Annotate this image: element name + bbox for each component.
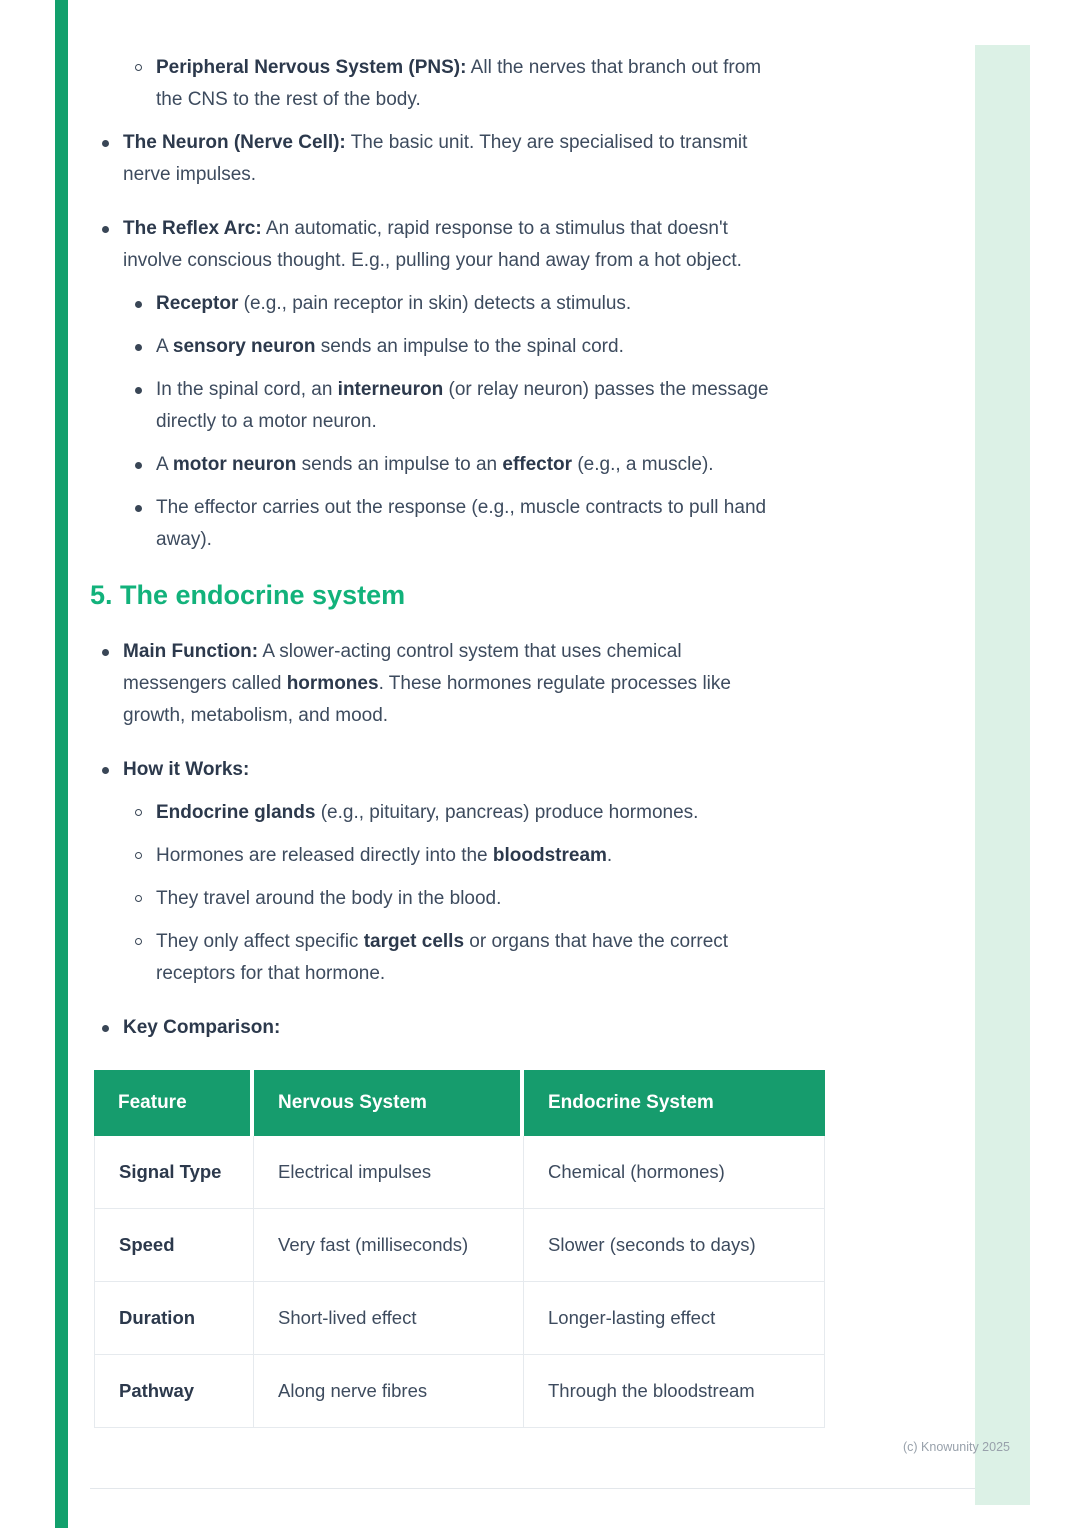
table-cell: Short-lived effect bbox=[254, 1282, 524, 1355]
list-item-target-cells bbox=[135, 926, 784, 990]
list-item-sensory-neuron bbox=[135, 331, 784, 363]
bullet-disc-icon bbox=[135, 387, 142, 394]
bullet-disc-icon bbox=[102, 1025, 109, 1032]
list-item-bloodstream bbox=[135, 840, 784, 872]
left-accent-bar bbox=[55, 0, 68, 1528]
document-content bbox=[90, 52, 784, 1428]
list-item-travel-blood bbox=[135, 883, 784, 915]
table-cell: Slower (seconds to days) bbox=[524, 1209, 825, 1282]
list-item-text: Peripheral Nervous System (PNS): All the nerves that branch out from the CNS to the rest of the body. bbox=[156, 57, 762, 110]
table-header-row bbox=[94, 1070, 825, 1136]
table-cell: Along nerve fibres bbox=[254, 1355, 524, 1428]
table-cell-feature: Duration bbox=[94, 1282, 254, 1355]
bullet-disc-icon bbox=[102, 140, 109, 147]
list-item-text: Main Function: A slower-acting control system that uses chemical messengers called hormones. These hormones regulate processes like growth, metabolism, and mood. bbox=[123, 641, 731, 726]
list-item-text: A motor neuron sends an impulse to an effector (e.g., a muscle). bbox=[156, 454, 714, 475]
table-cell: Through the bloodstream bbox=[524, 1355, 825, 1428]
bullet-circle-icon bbox=[135, 938, 142, 945]
list-item-text: A sensory neuron sends an impulse to the spinal cord. bbox=[156, 336, 624, 357]
section-heading-endocrine: 5. The endocrine system bbox=[90, 580, 406, 610]
list-item-key-comparison bbox=[102, 1012, 784, 1044]
list-item-receptor bbox=[135, 288, 784, 320]
footer-credit: (c) Knowunity 2025 bbox=[902, 1440, 1010, 1454]
list-item-text: How it Works: bbox=[123, 759, 250, 780]
table-cell: Electrical impulses bbox=[254, 1136, 524, 1209]
list-item-how-it-works bbox=[102, 754, 784, 786]
reflex-steps-list bbox=[90, 288, 784, 556]
table-cell-feature: Signal Type bbox=[94, 1136, 254, 1209]
table-row bbox=[94, 1355, 825, 1428]
bullet-circle-icon bbox=[135, 895, 142, 902]
table-row bbox=[94, 1209, 825, 1282]
bullet-disc-icon bbox=[102, 767, 109, 774]
list-item-pns bbox=[135, 52, 784, 116]
list-item-text: The effector carries out the response (e.g., muscle contracts to pull hand away). bbox=[156, 497, 767, 550]
bullet-disc-icon bbox=[102, 226, 109, 233]
list-item-effector bbox=[135, 492, 784, 556]
bullet-circle-icon bbox=[135, 64, 142, 71]
bullet-disc-icon bbox=[135, 301, 142, 308]
table-cell: Longer-lasting effect bbox=[524, 1282, 825, 1355]
list-item-text: Receptor (e.g., pain receptor in skin) detects a stimulus. bbox=[156, 293, 632, 314]
bullet-circle-icon bbox=[135, 809, 142, 816]
table-row bbox=[94, 1282, 825, 1355]
how-it-works-list bbox=[90, 797, 784, 990]
list-item-text: Endocrine glands (e.g., pituitary, pancreas) produce hormones. bbox=[156, 802, 699, 823]
table-cell: Chemical (hormones) bbox=[524, 1136, 825, 1209]
list-item-reflex-arc bbox=[102, 213, 784, 277]
bullet-circle-icon bbox=[135, 852, 142, 859]
list-item-text: In the spinal cord, an interneuron (or relay neuron) passes the message directly to a motor neuron. bbox=[156, 379, 769, 432]
table-header-feature: Feature bbox=[94, 1070, 254, 1136]
table-header-nervous-system: Nervous System bbox=[254, 1070, 524, 1136]
list-item-text: They travel around the body in the blood. bbox=[156, 888, 502, 909]
comparison-table bbox=[94, 1070, 825, 1428]
right-accent-strip bbox=[975, 45, 1030, 1505]
list-item-interneuron bbox=[135, 374, 784, 438]
table-header-endocrine-system: Endocrine System bbox=[524, 1070, 825, 1136]
list-item-text: Key Comparison: bbox=[123, 1017, 281, 1038]
list-item-text: Hormones are released directly into the bloodstream. bbox=[156, 845, 613, 866]
list-item-neuron bbox=[102, 127, 784, 191]
list-item-main-function bbox=[102, 636, 784, 732]
bullet-disc-icon bbox=[135, 462, 142, 469]
list-item-text: The Neuron (Nerve Cell): The basic unit. They are specialised to transmit nerve impulses. bbox=[123, 132, 748, 185]
table-cell-feature: Pathway bbox=[94, 1355, 254, 1428]
table-cell: Very fast (milliseconds) bbox=[254, 1209, 524, 1282]
bottom-divider bbox=[90, 1488, 975, 1489]
list-item-endocrine-glands bbox=[135, 797, 784, 829]
table-cell-feature: Speed bbox=[94, 1209, 254, 1282]
list-item-motor-neuron bbox=[135, 449, 784, 481]
bullet-disc-icon bbox=[135, 505, 142, 512]
list-item-text: They only affect specific target cells or organs that have the correct receptors for that hormone. bbox=[156, 931, 729, 984]
table-row bbox=[94, 1136, 825, 1209]
bullet-disc-icon bbox=[102, 649, 109, 656]
list-item-text: The Reflex Arc: An automatic, rapid response to a stimulus that doesn't involve conscious thought. E.g., pulling your hand away from a hot object. bbox=[123, 218, 742, 271]
bullet-disc-icon bbox=[135, 344, 142, 351]
